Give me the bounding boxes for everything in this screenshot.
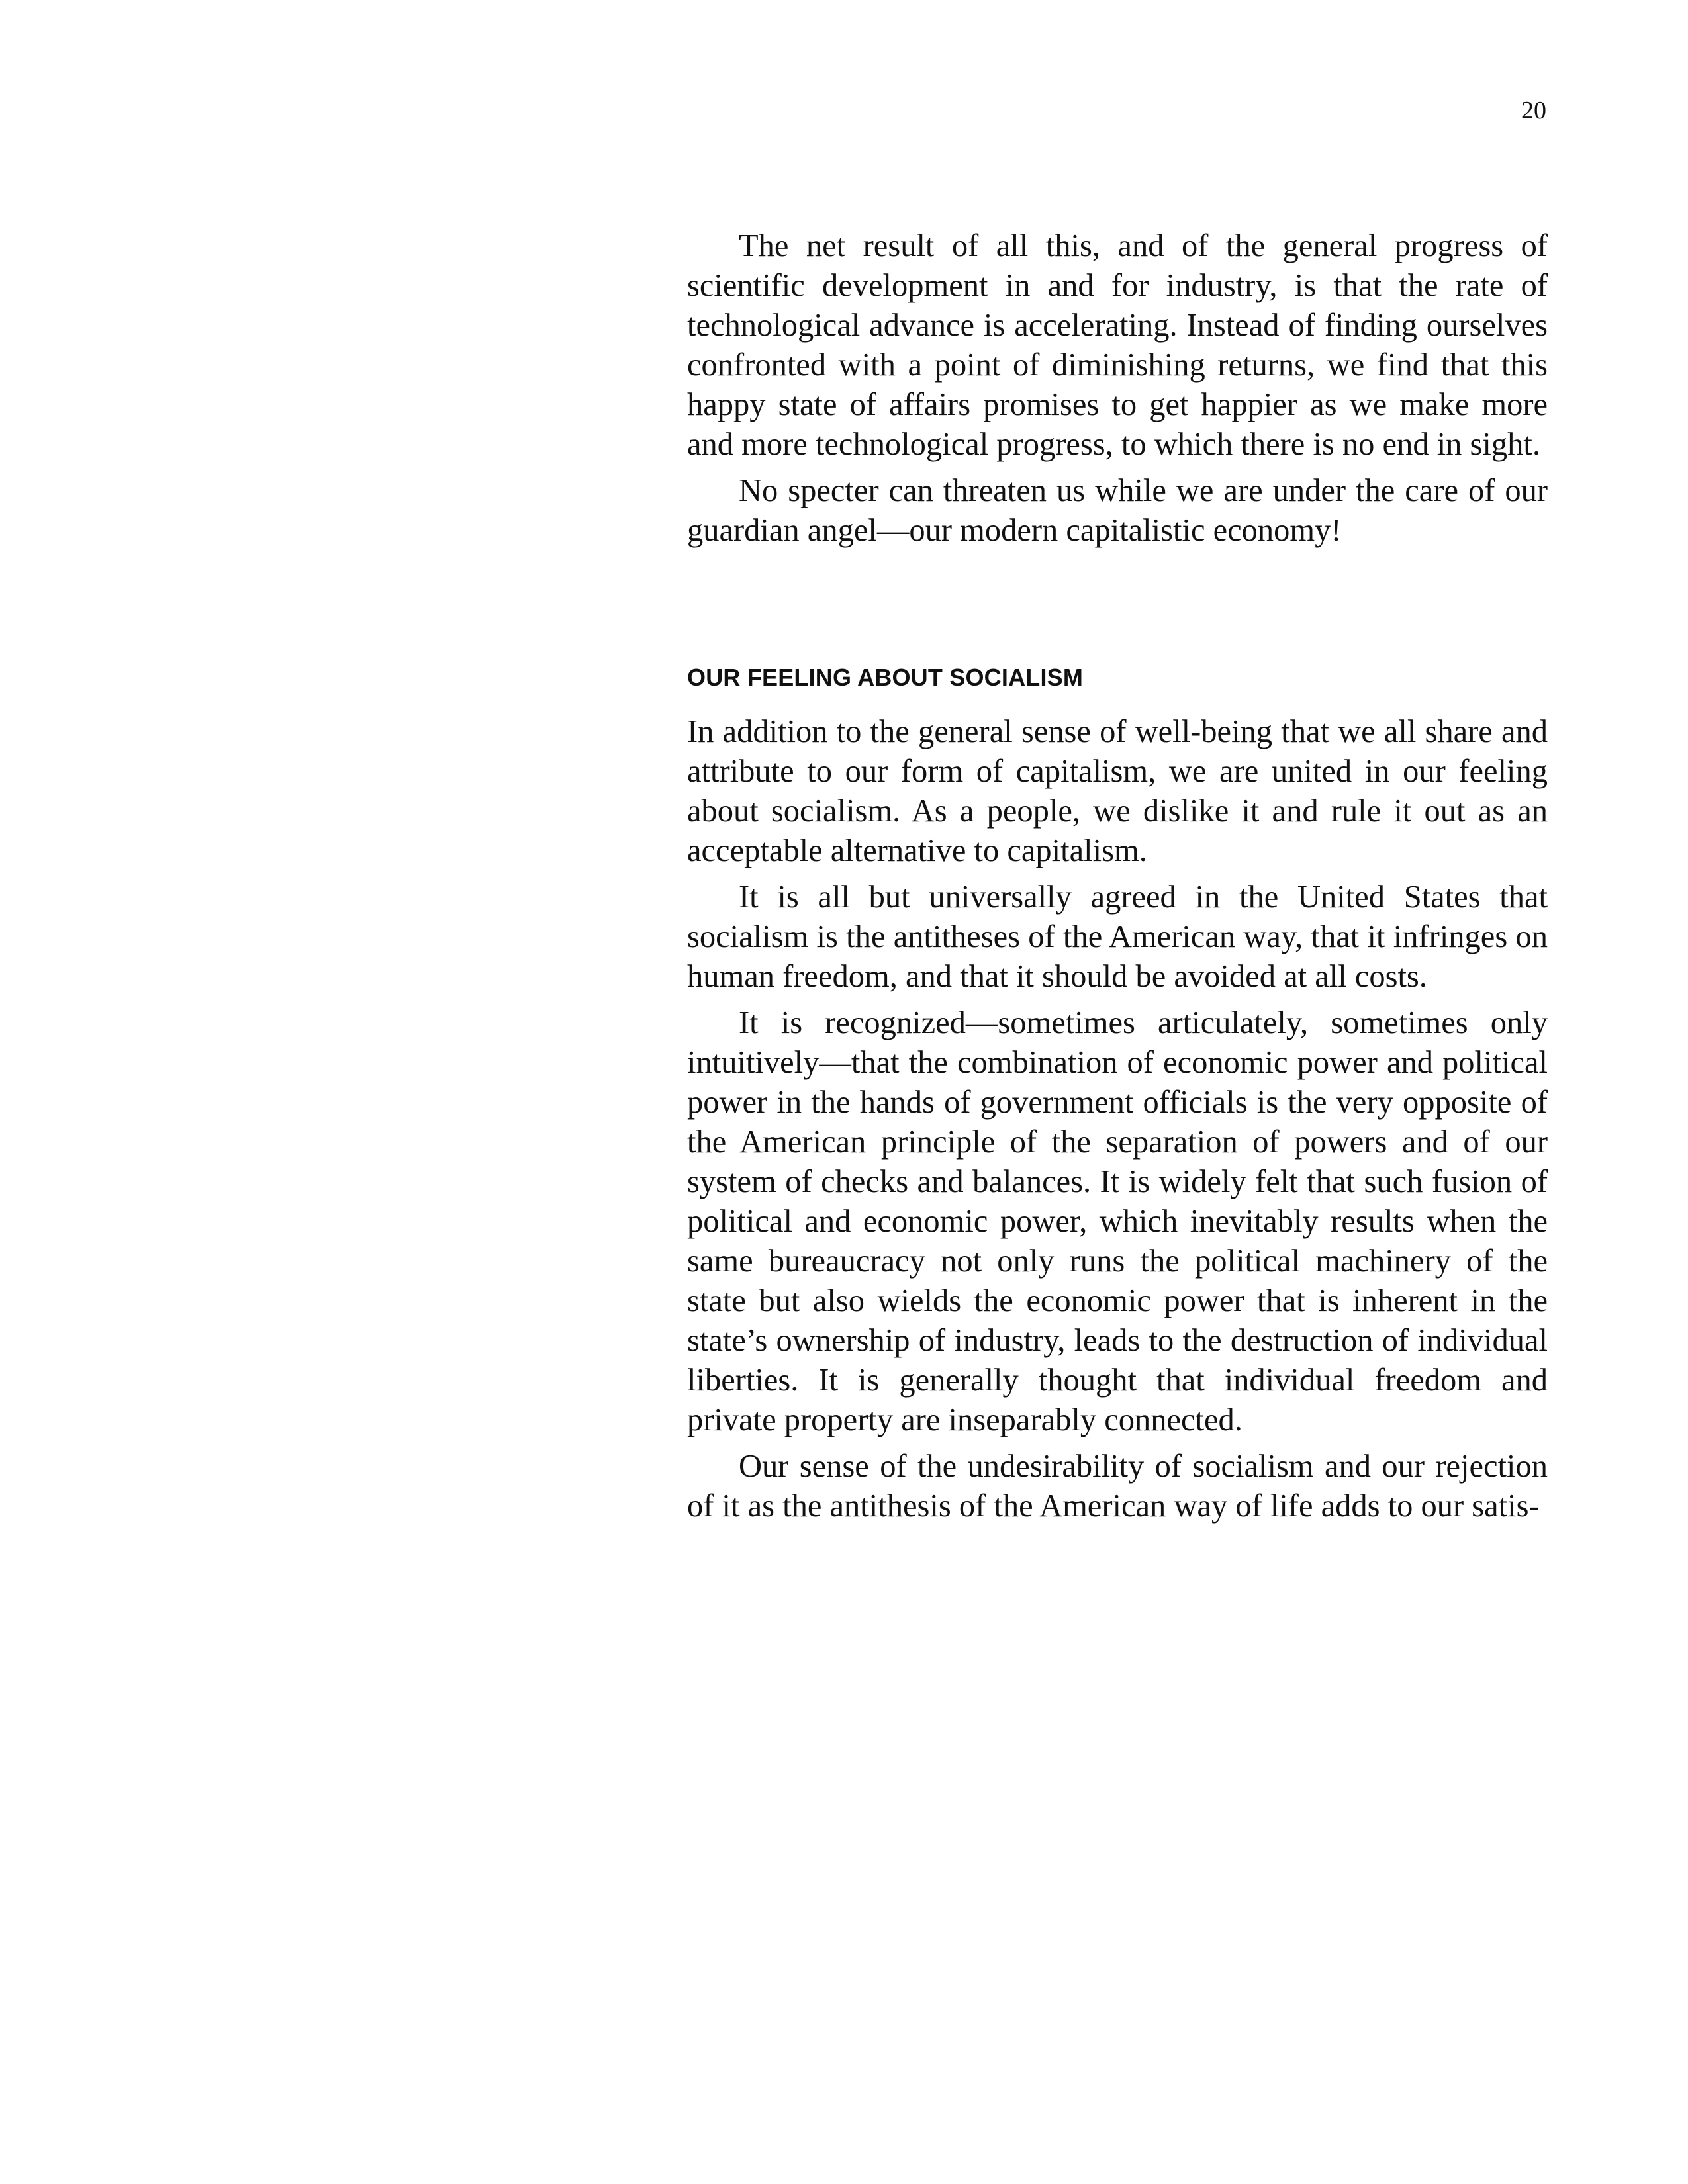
paragraph: It is recognized––sometimes articulately, sometimes only intuitively––that the combination of economic power and political power in the hands of government officials is the very opposite of the American principle of the separation of powers and of our system of checks and balances. It is widely felt that such fusion of political and economic power, which inevitably results when the same bureaucracy not only runs the political machinery of the state but also wields the economic power that is inherent in the state’s ownership of industry, leads to the destruction of individual liberties. It is generally thought that individual freedom and private property are inseparably connected. [687,1005,1548,1437]
paragraph: The net result of all this, and of the general progress of scientific development in and for industry, is that the rate of technological advance is accelerating. Instead of finding ourselves confronted with a point of diminishing returns, we find that this happy state of affairs promises to get happier as we make more and more technological progress, to which there is no end in sight. [687,228,1548,462]
paragraph: No specter can threaten us while we are under the care of our guardian angel––our modern capitalistic economy! [687,473,1548,548]
paragraph: It is all but universally agreed in the United States that socialism is the antitheses of the American way, that it infringes on human freedom, and that it should be avoided at all costs. [687,880,1548,994]
section-heading: OUR FEELING ABOUT SOCIALISM [687,664,1084,691]
page-number: 20 [1521,97,1546,124]
text-column [687,226,1548,1533]
paragraph: In addition to the general sense of well-being that we all share and attribute to our form of capitalism, we are united in our feeling about socialism. As a people, we dislike it and rule it out as an acceptable alternative to capitalism. [687,714,1548,868]
paragraph: Our sense of the undesirability of socialism and our rejection of it as the antithesis of the American way of life adds to our satis- [687,1449,1548,1524]
